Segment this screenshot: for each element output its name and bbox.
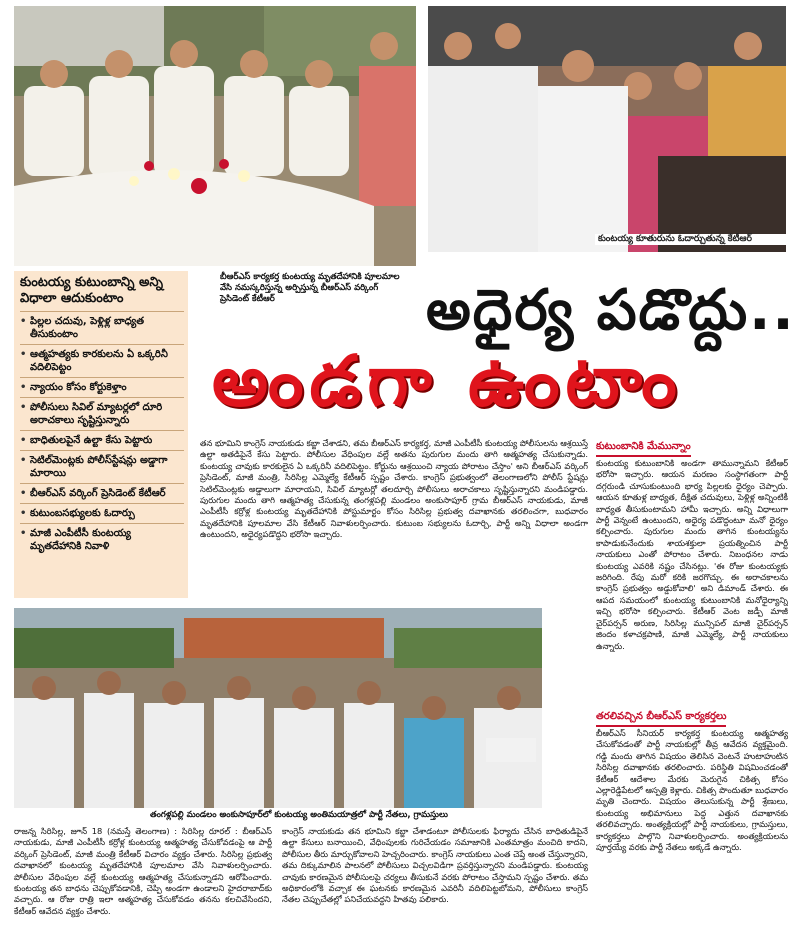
bottom-article-middle: కాంగ్రెస్ నాయకుడు తన భూమిని కబ్జా చేశాడంటూ పోలీసులకు ఫిర్యాదు చేసిన బాధితుడిపైనే ఉల్టా కేసులు బనాయించి, వేధింపులకు గురిచేయడం సమాజానికి ఎంతమాత్రం మంచిది కాదని, పోలీసుల తీరు మార్చుకోవాలని హెచ్చరించారు. కాంగ్రెస్ నాయకులు ఎంత చెప్తే అంత చేస్తున్నారని, తమ దిక్కుమాలిన పాలనలో పోలీసులు విచ్చలవిడిగా ప్రవర్తిస్తున్నారని మండిపడ్డారు. కుంటయ్య చావుకు కారణమైన పోలీసులపై చర్యలు తీసుకునే వరకు పోరాటం చేస్తామని స్పష్టం చేశారు. తమ అధికారంలోకి వచ్చాక ఈ ఘటనకు కారణమైన ఎవరినీ వదిలిపెట్టబోమని, పోలీసులు కాంగ్రెస్ నేతల చెప్పుచేతల్లో పనిచేయవద్దని హితవు పలికారు. — [282, 826, 588, 905]
section-head-activists: తరలివచ్చిన బీఆర్‌ఎస్ కార్యకర్తలు — [596, 710, 726, 727]
section-head-family-support: కుటుంబానికి మేమున్నాం — [596, 440, 691, 457]
sidebar-item: • బీఆర్‌ఎస్ వర్కింగ్ ప్రెసిడెంట్ కేటీఆర్ — [20, 483, 184, 503]
photo-funeral-procession — [14, 608, 542, 808]
photo-consoling — [428, 6, 786, 252]
sidebar-item: • పోలీసులు సివిల్ మ్యాటర్లలో దూరి అరాచకాలు సృష్టిస్తున్నారు — [20, 397, 184, 430]
bottom-article-left: రాజన్న సిరిసిల్ల, జూన్ 18 (నమస్తే తెలంగాణ) : సిరిసిల్ల రూరల్ : బీఆర్‌ఎస్ నాయకుడు, మాజీ ఎంపీటీసీ కర్రోళ్ల కుంటయ్య ఆత్మహత్య చేసుకోవడంపై ఆ పార్టీ వర్కింగ్ ప్రెసిడెంట్, మాజీ మంత్రి కేటీఆర్ విచారం వ్యక్తం చేశారు. సిరిసిల్ల ప్రభుత్వ దవాఖానలో కుంటయ్య మృతదేహానికి పూలమాల వేసి నివాళులర్పించారు. పోలీసుల వేధింపుల వల్లే కుంటయ్య ఆత్మహత్య చేసుకున్నాడని ఆరోపించారు. కుంటయ్య తన బాధను చెప్పుకోవడానికి, చెప్పి అండగా ఉండాలని హైదరాబాద్‌కు వచ్చారు. ఆ రోజు రాత్రి ఇలా ఆత్మహత్య చేసుకోవడం తనను కలచివేసిందని, కేటీఆర్ ఆవేదన వ్యక్తం చేశారు. — [14, 826, 272, 916]
photo-caption-consoling: కుంటయ్య కూతురును ఓదార్చుతున్న కేటీఆర్ — [595, 234, 800, 245]
sidebar-item: • బాధితులపైనే ఉల్టా కేసు పెట్టారు — [20, 430, 184, 450]
sidebar-item: • ఆత్మహత్యకు కారకులను ఏ ఒక్కరినీ వదిలిపెట్టం — [20, 344, 184, 377]
photo-caption-procession: తంగళ్లపల్లి మండలం అంకుసాపూర్‌లో కుంటయ్య అంతిమయాత్రలో పార్టీ నేతలు, గ్రామస్తులు — [150, 810, 448, 820]
right-article-1: కుంటయ్య కుటుంబానికి అండగా తామున్నామని కేటీఆర్ భరోసా ఇచ్చారు. ఆయన మరణం సంస్థాగతంగా పార్టీ దగ్గరుండి చూసుకుంటుంది భార్య పిల్లలకు ధైర్యం చెప్పారు. ఆయన కూతుళ్ల బాధ్యత, దీక్షిత చదువులు, పెళ్లిళ్ల అన్నింటికీ బాధ్యత తీసుకుంటామని హామీ ఇచ్చారు. అన్ని విధాలుగా పార్టీ వెన్నంటే ఉంటుందని, అధైర్య పడొద్దంటూ మనో ధైర్యం కల్పించారు. పురుగుల మందు తాగిన కుంటయ్యను కాపాడుకునేందుకు శాయశక్తులా ప్రయత్నించిన పార్టీ నాయకులు ఎంతో పోరాటం చేశారు. నిబంధనల నాడు కుంటయ్య ఎవరికి నష్టం చేసినట్లు. 'ఈ రోజు కుంటయ్యకు జరిగింది. రేపు మరో కరికి జరగొచ్చు. ఈ అరాచకాలను కాంగ్రెస్ ప్రభుత్వం అడ్డుకోవాలి' అని డిమాండ్ చేశారు. ఈ ఆపద సమయంలో కుంటయ్య కుటుంబానికి మనోధైర్యాన్ని ఇచ్చి భరోసా కల్పించారు. కేటీఆర్ వెంట జడ్పీ మాజీ చైర్‌పర్సన్ అరుణ, సిరిసిల్ల మున్సిపల్ మాజీ చైర్‌పర్సన్ జిందం కళాచక్రపాణి, మాజీ ఎమ్మెల్యే, పార్టీ నాయకులు ఉన్నారు. — [596, 458, 788, 651]
sidebar-item: • కుటుంబసభ్యులకు ఓదార్పు — [20, 503, 184, 523]
sidebar-item: • సెటిల్‌మెంట్లకు పోలీస్‌స్టేషన్లు అడ్డాగా మారాయి — [20, 450, 184, 483]
photo-tribute — [14, 6, 416, 266]
sidebar-list — [14, 309, 188, 556]
sidebar-highlights — [14, 271, 188, 598]
right-article-2: బీఆర్‌ఎస్ సీనియర్ కార్యకర్త కుంటయ్య ఆత్మహత్య చేసుకోవడంతో పార్టీ నాయకుల్లో తీవ్ర ఆవేదన వ్యక్తమైంది. గడ్డి మందు తాగిన విషయం తెలిసిన వెంటనే హుటాహుటిన సిరిసిల్ల దవాఖానకు తరలించారు. పరిస్థితి విషమించడంతో కేటీఆర్ ఆదేశాల మేరకు మెరుగైన చికిత్స కోసం ఎల్లారెడ్డిపేటలో ఆస్పత్రి కెళ్లారు. చికిత్స పొందుతూ బుధవారం మృతి చెందారు. విషయం తెలుసుకున్న పార్టీ శ్రేణులు, కుంటయ్య అభిమానులు పెద్ద ఎత్తున దవాఖానకు తరలివచ్చారు. అంత్యక్రియల్లో పార్టీ నాయకులు, గ్రామస్తులు, కార్యకర్తలు పాల్గొని నివాళులర్పించారు. అంత్యక్రియలను పూర్తయ్యే వరకు పార్టీ నేతలు అక్కడే ఉన్నారు. — [596, 728, 788, 853]
center-article: తన భూమిని కాంగ్రెస్ నాయకుడు కబ్జా చేశాడని, తమ బీఆర్‌ఎస్ కార్యకర్త, మాజీ ఎంపీటీసీ కుంటయ్య పోలీసులను ఆశ్రయిస్తే ఉల్టా అతడిపైనే కేసు పెట్టారు. పోలీసుల వేధింపుల వల్లే అతను పురుగుల మందు తాగి ఆత్మహత్య చేసుకున్నాడు. కుంటయ్య చావుకు కారకులైన ఏ ఒక్కరినీ వదిలిపెట్టం. కోర్టును ఆశ్రయించి న్యాయ పోరాటం చేస్తాం' అని బీఆర్‌ఎస్ వర్కింగ్ ప్రెసిడెంట్, మాజీ మంత్రి, సిరిసిల్ల ఎమ్మెల్యే కేటీఆర్ స్పష్టం చేశారు. కాంగ్రెస్ ప్రభుత్వంలో తెలంగాణలోని పోలీస్ స్టేషన్లు సెటిల్‌మెంట్లకు అడ్డాలుగా మారాయని, సివిల్ మ్యాటర్లో తలదూర్చి పోలీసులు అరాచకాలు సృష్టిస్తున్నారని మండిపడ్డారు. పురుగుల మందు తాగి ఆత్మహత్య చేసుకున్న తంగళ్లపల్లి మండలం అంకుసాపూర్ గ్రామ బీఆర్‌ఎస్ నాయకుడు, మాజీ ఎంపీటీసీ కర్రోళ్ల కుంటయ్య మృతదేహానికి పోస్టుమార్టం కోసం సిరిసిల్ల ప్రభుత్వ దవాఖానకు తరలించగా, బుధవారం మృతదేహానికి పూలమాల వేసి కేటీఆర్ నివాళులర్పించారు. కుటుంబ సభ్యులను ఓదార్చి, పార్టీ అన్ని విధాలా అండగా ఉంటుందని, అధైర్యపడొద్దని భరోసా ఇచ్చారు. — [200, 438, 588, 540]
sidebar-title: కుంటయ్య కుటుంబాన్ని అన్ని విధాలా ఆదుకుంటాం — [20, 275, 163, 306]
headline-line-1: అధైర్య పడొద్దు.. — [426, 278, 796, 343]
photo-caption-tribute: బీఆర్‌ఎస్ కార్యకర్త కుంటయ్య మృతదేహానికి పూలమాల వేసి నమస్కరిస్తున్న అర్పిస్తున్న బీఆర్‌ఎస్ వర్కింగ్ ప్రెసిడెంట్ కేటీఆర్ — [220, 272, 400, 304]
sidebar-item: • పిల్లల చదువు, పెళ్లిళ్ల బాధ్యత తీసుకుంటాం — [20, 311, 184, 344]
headline-line-2: అండగా ఉంటాం — [212, 340, 683, 422]
sidebar-item: • న్యాయం కోసం కోర్టుకెళ్తాం — [20, 377, 184, 397]
sidebar-item: • మాజీ ఎంపీటీసీ కుంటయ్య మృతదేహానికి నివాళి — [20, 523, 184, 556]
